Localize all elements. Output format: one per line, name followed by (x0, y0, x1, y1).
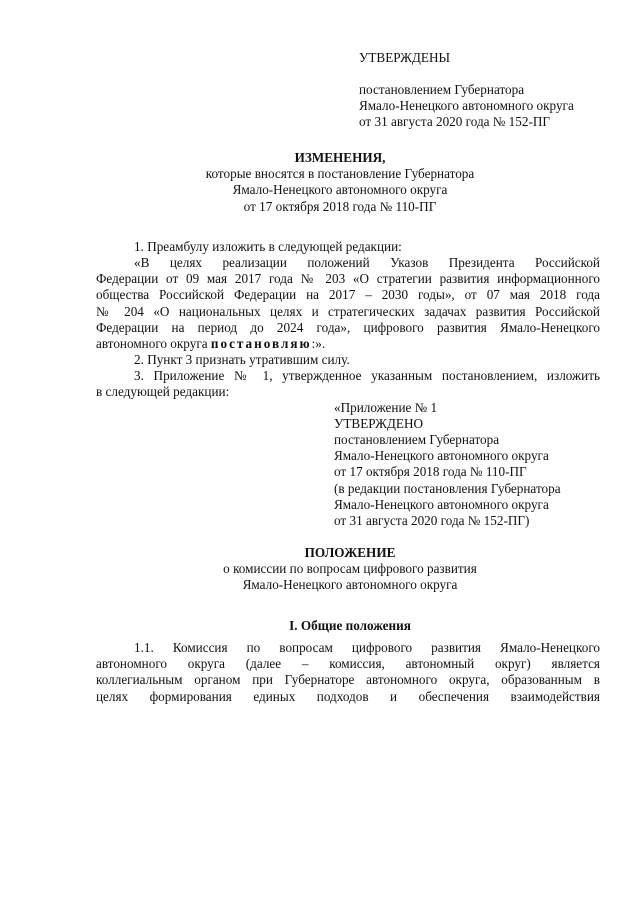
item-3 (96, 368, 600, 400)
regulation-subtitle-line: Ямало-Ненецкого автономного округа (242, 577, 458, 593)
appendix-line: УТВЕРЖДЕНО (334, 416, 424, 432)
section-1-line: 1.1. Комиссия по вопросам цифрового развития Ямало-Ненецкого (134, 640, 600, 655)
item-1-text: 1. Преамбулу изложить в следующей редакции: (134, 239, 402, 254)
section-1-paragraph (96, 640, 600, 705)
appendix-line: от 17 октября 2018 года № 110-ПГ (334, 464, 527, 480)
appendix-line: от 31 августа 2020 года № 152-ПГ) (334, 513, 530, 529)
preamble-last-prefix: автономного округа (96, 336, 211, 352)
preamble-last-line (96, 336, 600, 352)
preamble-line: общества Российской Федерации на 2017 – 2030 годы», от 07 мая 2018 года (96, 287, 600, 303)
preamble-last-suffix: :». (311, 336, 326, 352)
approval-line: постановлением Губернатора (359, 82, 525, 97)
approval-details (359, 82, 574, 131)
appendix-line: Ямало-Ненецкого автономного округа (334, 448, 549, 464)
item-2-text: 2. Пункт 3 признать утратившим силу. (134, 352, 350, 367)
appendix-stamp-bottom (334, 432, 561, 529)
changes-title: ИЗМЕНЕНИЯ, (294, 150, 386, 165)
changes-subtitle-line: которые вносятся в постановление Губернатора (205, 166, 475, 182)
preamble-line: Федерации на период до 2024 года», цифрового развития Ямало-Ненецкого (96, 319, 600, 335)
section-1-title: I. Общие положения (289, 618, 411, 633)
regulation-subtitle-line: о комиссии по вопросам цифрового развития (223, 561, 477, 577)
appendix-line: постановлением Губернатора (334, 432, 500, 447)
changes-heading (90, 150, 590, 215)
regulation-title: ПОЛОЖЕНИЕ (304, 545, 396, 560)
section-1-line: коллегиальным органом при Губернаторе автономного округа, образованным в (96, 672, 600, 688)
changes-subtitle-line: Ямало-Ненецкого автономного округа (232, 182, 448, 198)
item-2 (134, 352, 350, 368)
section-1-line: целях формирования единых подходов и обеспечения взаимодействия (96, 688, 600, 704)
item-1-heading (134, 239, 402, 255)
approval-line: от 31 августа 2020 года № 152-ПГ (359, 114, 550, 130)
approval-stamp (359, 50, 450, 66)
changes-subtitle-line: от 17 октября 2018 года № 110-ПГ (243, 198, 437, 214)
regulation-heading (100, 545, 600, 594)
item-3-line: 3. Приложение № 1, утвержденное указанным постановлением, изложить (134, 368, 600, 383)
appendix-line: Ямало-Ненецкого автономного округа (334, 496, 549, 512)
preamble-paragraph (96, 255, 600, 352)
item-3-line: в следующей редакции: (96, 384, 230, 400)
appendix-line: (в редакции постановления Губернатора (334, 480, 561, 496)
preamble-line: № 204 «О национальных целях и стратегических задачах развития Российской (96, 303, 600, 319)
section-1-heading (100, 618, 600, 634)
appendix-line: «Приложение № 1 (334, 400, 438, 415)
approval-title: УТВЕРЖДЕНЫ (359, 50, 451, 65)
preamble-line: «В целях реализации положений Указов Президента Российской (134, 255, 600, 270)
section-1-line: автономного округа (далее – комиссия, автономный округ) является (96, 656, 600, 672)
decree-word: постановляю (210, 336, 312, 352)
approval-line: Ямало-Ненецкого автономного округа (359, 98, 574, 114)
preamble-line: Федерации от 09 мая 2017 года № 203 «О стратегии развития информационного (96, 271, 600, 287)
appendix-stamp-top (334, 400, 437, 432)
